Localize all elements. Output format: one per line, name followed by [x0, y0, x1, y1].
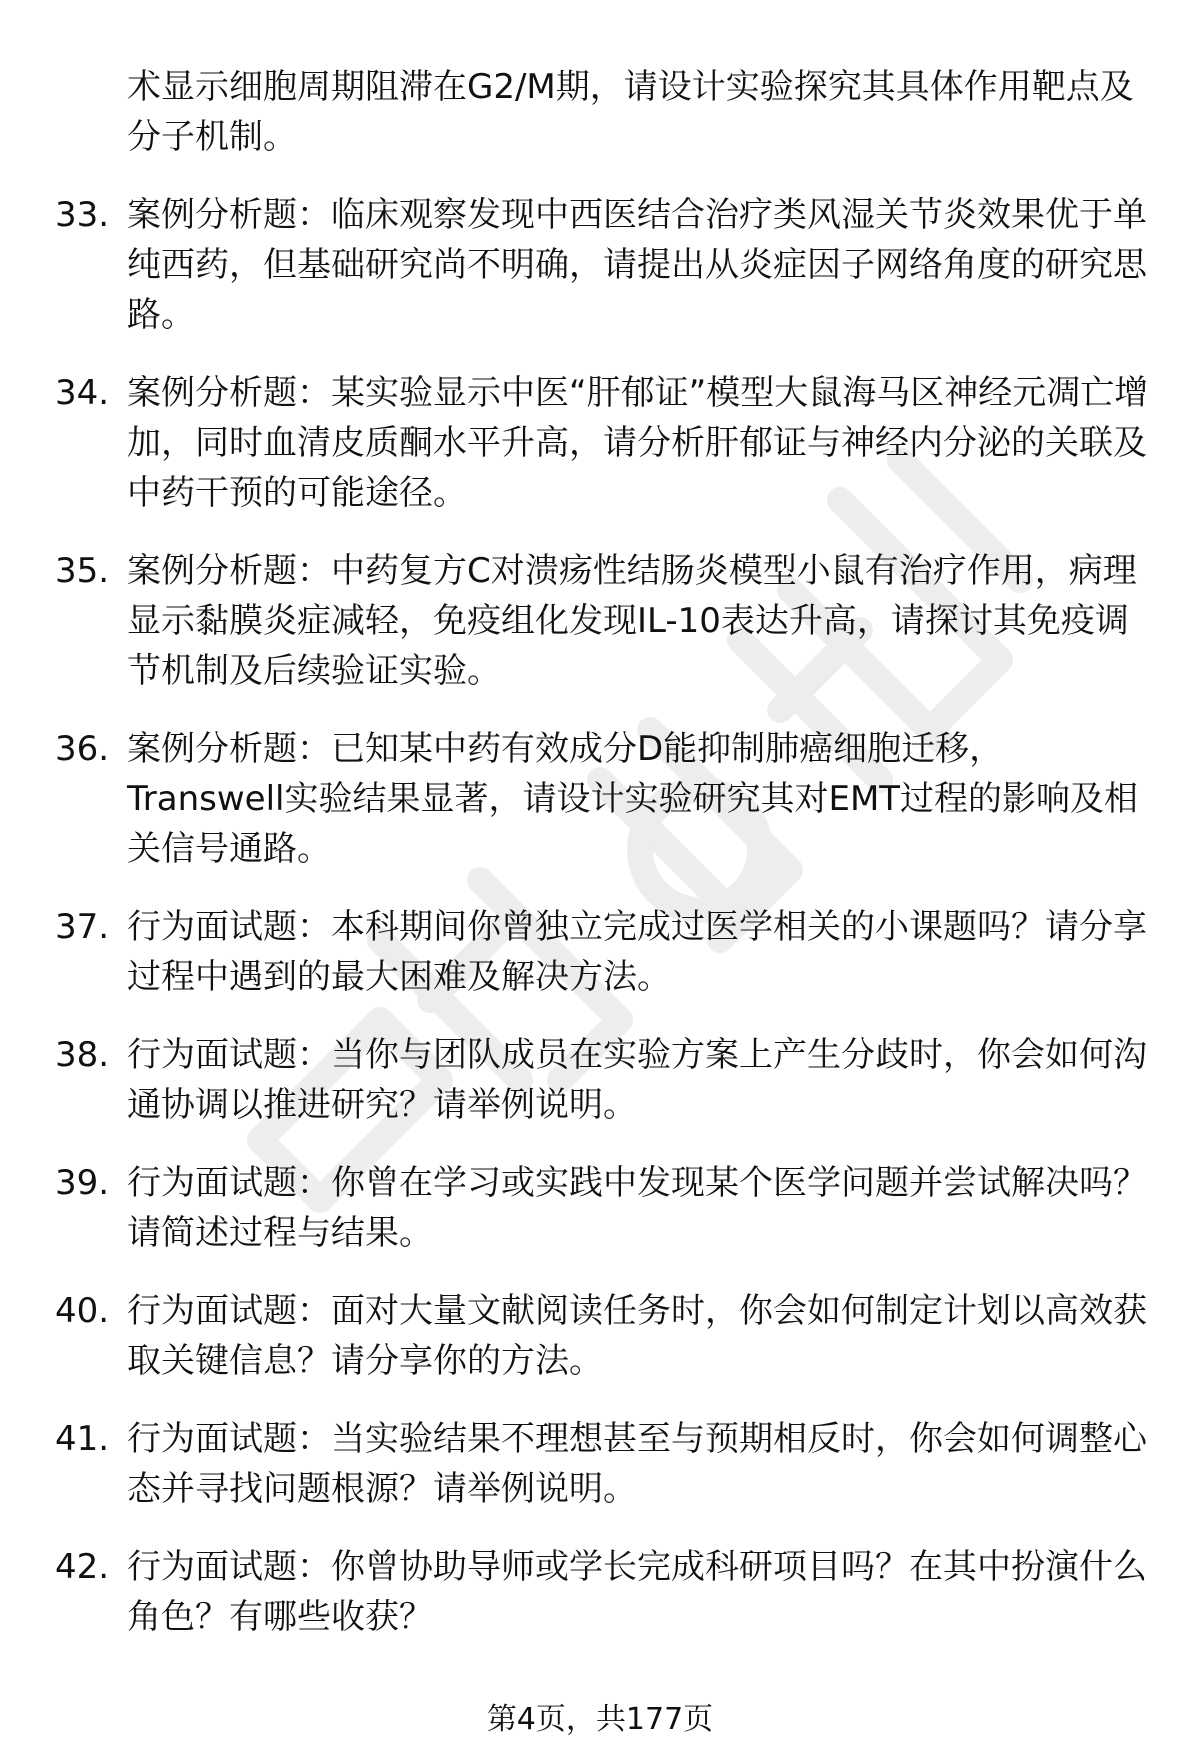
question-text: 行为面试题：本科期间你曾独立完成过医学相关的小课题吗？请分享过程中遇到的最大困难及解决方法。 [127, 907, 1147, 997]
question-number: 38. [55, 1035, 110, 1075]
question-number: 37. [55, 907, 110, 947]
question-text: 行为面试题：面对大量文献阅读任务时，你会如何制定计划以高效获取关键信息？请分享你的方法。 [127, 1291, 1147, 1381]
question-number: 36. [55, 729, 110, 769]
question-text: 行为面试题：你曾协助导师或学长完成科研项目吗？在其中扮演什么角色？有哪些收获？ [127, 1547, 1147, 1637]
question-number: 33. [55, 195, 110, 235]
question-item [55, 724, 1155, 874]
question-number: 34. [55, 373, 110, 413]
question-text: 案例分析题：中药复方C对溃疡性结肠炎模型小鼠有治疗作用，病理显示黏膜炎症减轻，免疫组化发现IL-10表达升高，请探讨其免疫调节机制及后续验证实验。 [127, 551, 1137, 691]
question-item [55, 902, 1155, 1002]
question-number: 39. [55, 1163, 110, 1203]
question-item [55, 1414, 1155, 1514]
question-number: 35. [55, 551, 110, 591]
continued-paragraph: 术显示细胞周期阻滞在G2/M期，请设计实验探究其具体作用靶点及分子机制。 [127, 67, 1134, 157]
question-item [55, 1542, 1155, 1642]
question-number: 40. [55, 1291, 110, 1331]
question-item [55, 190, 1155, 340]
question-number: 42. [55, 1547, 110, 1587]
question-text: 行为面试题：你曾在学习或实践中发现某个医学问题并尝试解决吗？请简述过程与结果。 [127, 1163, 1147, 1253]
question-number: 41. [55, 1419, 110, 1459]
question-text: 行为面试题：当实验结果不理想甚至与预期相反时，你会如何调整心态并寻找问题根源？请举例说明。 [127, 1419, 1147, 1509]
question-text: 行为面试题：当你与团队成员在实验方案上产生分歧时，你会如何沟通协调以推进研究？请举例说明。 [127, 1035, 1147, 1125]
question-text: 案例分析题：已知某中药有效成分D能抑制肺癌细胞迁移，Transwell实验结果显著，请设计实验研究其对EMT过程的影响及相关信号通路。 [127, 729, 1139, 869]
question-text: 案例分析题：临床观察发现中西医结合治疗类风湿关节炎效果优于单纯西药，但基础研究尚不明确，请提出从炎症因子网络角度的研究思路。 [127, 195, 1147, 335]
question-text: 案例分析题：某实验显示中医“肝郁证”模型大鼠海马区神经元凋亡增加，同时血清皮质酮水平升高，请分析肝郁证与神经内分泌的关联及中药干预的可能途径。 [127, 373, 1149, 513]
page-number: 第4页，共177页 [486, 1702, 714, 1737]
question-list [55, 62, 1155, 1670]
question-item [55, 368, 1155, 518]
question-item [55, 546, 1155, 696]
question-item [55, 1286, 1155, 1386]
question-item [55, 1030, 1155, 1130]
question-item [55, 1158, 1155, 1258]
